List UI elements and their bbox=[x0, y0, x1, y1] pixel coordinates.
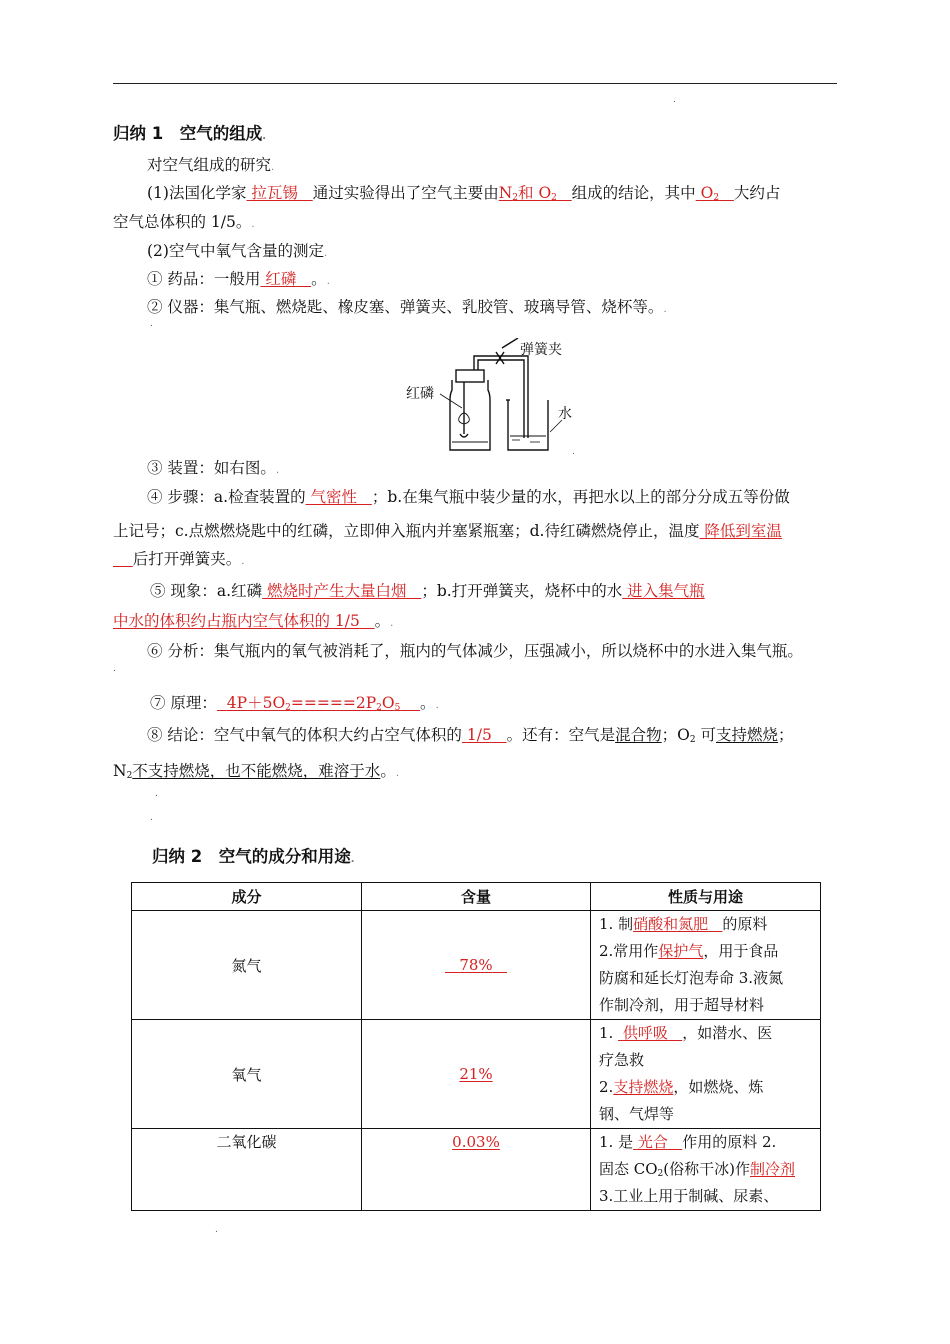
component-name: 二氧化碳 bbox=[132, 1129, 362, 1211]
section-title-1: 归纳 1 空气的组成. bbox=[113, 124, 267, 143]
air-components-table bbox=[131, 882, 821, 1211]
header-component: 成分 bbox=[132, 883, 362, 911]
setup-line: ③ 装置：如右图。. bbox=[147, 459, 280, 477]
instruments-line: ② 仪器：集气瓶、燃烧匙、橡皮塞、弹簧夹、乳胶管、玻璃导管、烧杯等。. bbox=[147, 298, 667, 316]
format-mark: . bbox=[113, 664, 116, 674]
component-content: 21% bbox=[362, 1020, 591, 1129]
gas-jar-icon bbox=[450, 380, 490, 450]
table-row bbox=[132, 1020, 821, 1129]
water-label: 水 bbox=[558, 406, 572, 422]
component-usage: 1. 制硝酸和氮肥 的原料 2.常用作保护气，用于食品 防腐和延长灯泡寿命 3.液氮 作制冷剂，用于超导材料 bbox=[591, 911, 821, 1020]
format-mark: . bbox=[155, 789, 158, 799]
table-row bbox=[132, 1129, 821, 1211]
paragraph-2: (2)空气中氧气含量的测定. bbox=[147, 242, 328, 260]
component-name: 氮气 bbox=[132, 911, 362, 1020]
section-title-2: 归纳 2 空气的成分和用途. bbox=[152, 847, 355, 866]
format-mark: . bbox=[150, 813, 153, 823]
header-usage: 性质与用途 bbox=[591, 883, 821, 911]
table-row bbox=[132, 911, 821, 1020]
steps-line-2: 上记号；c.点燃燃烧匙中的红磷，立即伸入瓶内并塞紧瓶塞；d.待红磷燃烧停止，温度 降低到室温 bbox=[113, 522, 782, 540]
component-usage: 1. 是 光合 作用的原料 2. 固态 $CO_2$(俗称干冰)作制冷剂 3.工业上用于制碱、尿素、 bbox=[591, 1129, 821, 1211]
component-name: 氧气 bbox=[132, 1020, 362, 1129]
reagent-line: ① 药品：一般用 红磷 。. bbox=[147, 270, 330, 288]
steps-line-3: 后打开弹簧夹。. bbox=[132, 550, 245, 568]
conclusion-line-2: $N_2$不支持燃烧，也不能燃烧，难溶于水。. bbox=[113, 762, 400, 781]
clip-label: 弹簧夹 bbox=[520, 342, 562, 358]
component-content: 78% bbox=[362, 911, 591, 1020]
component-content: 0.03% bbox=[362, 1129, 591, 1211]
steps-line-1: ④ 步骤：a.检查装置的 气密性 ；b.在集气瓶中装少量的水，再把水以上的部分分成五等份做 bbox=[147, 488, 790, 506]
format-mark: . bbox=[572, 447, 575, 457]
format-mark: . bbox=[150, 319, 153, 329]
header-content: 含量 bbox=[362, 883, 591, 911]
format-mark: . bbox=[673, 95, 676, 105]
paragraph-1-cont: 空气总体积的 1/5。. bbox=[113, 213, 255, 231]
analysis-line: ⑥ 分析：集气瓶内的氧气被消耗了，瓶内的气体减少，压强减小，所以烧杯中的水进入集气瓶。 bbox=[147, 642, 803, 660]
phenomenon-line-2: 中水的体积约占瓶内空气体积的 1/5 。. bbox=[113, 612, 394, 630]
conclusion-line-1: ⑧ 结论：空气中氧气的体积大约占空气体积的 1/5 。还有：空气是混合物；$O_2$ 可支持燃烧； bbox=[147, 726, 794, 745]
principle-line: ⑦ 原理： $4P+5O_2=====2P_2O_5$ 。. bbox=[150, 694, 439, 713]
phenomenon-line-1: ⑤ 现象：a.红磷 燃烧时产生大量白烟 ；b.打开弹簧夹，烧杯中的水 进入集气瓶 bbox=[150, 582, 705, 600]
phosphorus-label: 红磷 bbox=[406, 386, 434, 402]
apparatus-diagram bbox=[400, 338, 590, 463]
component-usage: 1. 供呼吸 ，如潜水、医 疗急救 2.支持燃烧，如燃烧、炼 钢、气焊等 bbox=[591, 1020, 821, 1129]
table-header-row bbox=[132, 883, 821, 911]
format-mark: . bbox=[215, 1225, 218, 1235]
paragraph-1: (1)法国化学家 拉瓦锡 通过实验得出了空气主要由$N_2$和 $O_2$ 组成的结论，其中 $O_2$ 大约占 bbox=[147, 184, 781, 203]
intro-text: 对空气组成的研究. bbox=[147, 156, 275, 174]
stopper-icon bbox=[456, 370, 484, 382]
header-rule bbox=[113, 83, 837, 84]
